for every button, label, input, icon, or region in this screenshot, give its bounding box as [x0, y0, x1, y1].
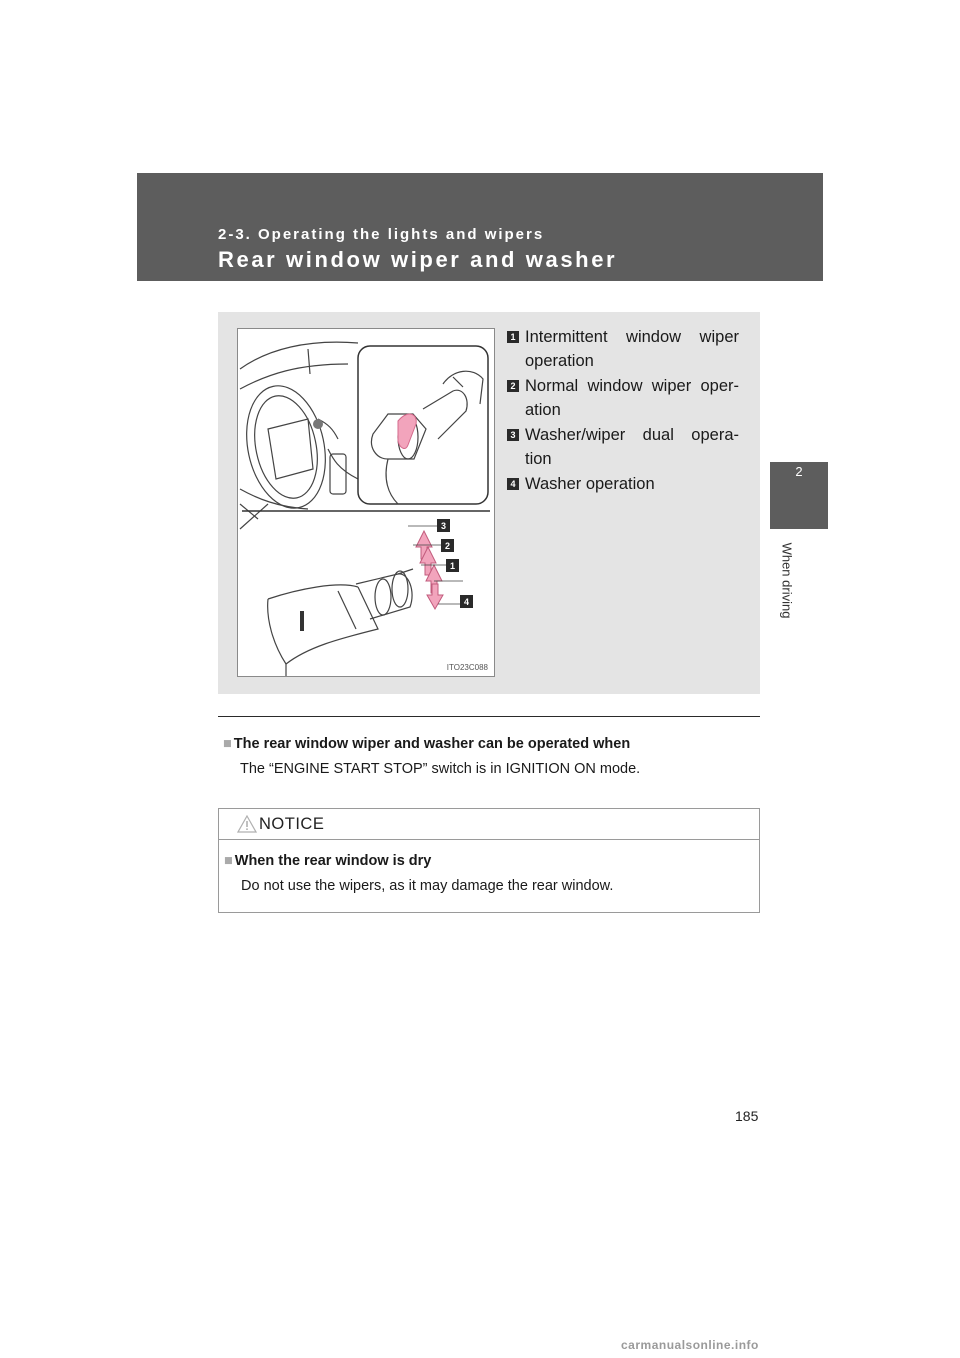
notice-header	[219, 809, 759, 840]
legend-item-3	[507, 423, 739, 471]
notice-box	[218, 808, 760, 913]
legend-number-badge: 3	[507, 429, 519, 441]
figure-callout-4: 4	[463, 597, 470, 607]
notice-title: NOTICE	[259, 815, 325, 833]
legend-number-badge: 2	[507, 380, 519, 392]
legend-text: Intermittent window wiper operation	[525, 328, 739, 370]
page-header	[137, 173, 823, 281]
note-body: The “ENGINE START STOP” switch is in IGNITION ON mode.	[240, 761, 641, 777]
legend-item-2	[507, 374, 739, 422]
watermark: carmanualsonline.info	[621, 1338, 759, 1352]
notice-body: Do not use the wipers, as it may damage the rear window.	[241, 878, 614, 894]
page-number: 185	[735, 1108, 759, 1124]
notice-heading	[224, 853, 431, 869]
section-divider	[218, 716, 760, 717]
bullet-square-icon: ■	[224, 853, 233, 869]
figure-code: ITO23C088	[446, 663, 488, 672]
note-heading-text: The rear window wiper and washer can be operated when	[233, 736, 631, 752]
bullet-square-icon: ■	[223, 736, 232, 752]
warning-triangle-icon	[237, 815, 257, 833]
note-heading	[223, 735, 753, 753]
figure-callout-2: 2	[444, 541, 451, 551]
legend-item-4	[507, 472, 739, 496]
chapter-label-container	[768, 535, 806, 645]
page-title: Rear window wiper and washer	[218, 247, 618, 272]
legend-text: Normal window wiper oper-ation	[525, 377, 739, 419]
legend-number-badge: 4	[507, 478, 519, 490]
wiper-lever-drawing	[238, 329, 495, 677]
chapter-tab[interactable]	[770, 462, 828, 529]
legend-number-badge: 1	[507, 331, 519, 343]
wiper-illustration	[237, 328, 495, 677]
figure-callout-3: 3	[440, 521, 447, 531]
legend-text: Washer operation	[525, 475, 655, 493]
notice-heading-text: When the rear window is dry	[234, 853, 432, 869]
operation-legend	[507, 325, 739, 497]
chapter-label: When driving	[779, 542, 795, 619]
figure-callout-1: 1	[449, 561, 456, 571]
chapter-number: 2	[795, 464, 803, 479]
info-note	[223, 735, 753, 778]
legend-item-1	[507, 325, 739, 373]
legend-text: Washer/wiper dual opera-tion	[525, 426, 739, 468]
section-label: 2-3. Operating the lights and wipers	[218, 226, 545, 243]
